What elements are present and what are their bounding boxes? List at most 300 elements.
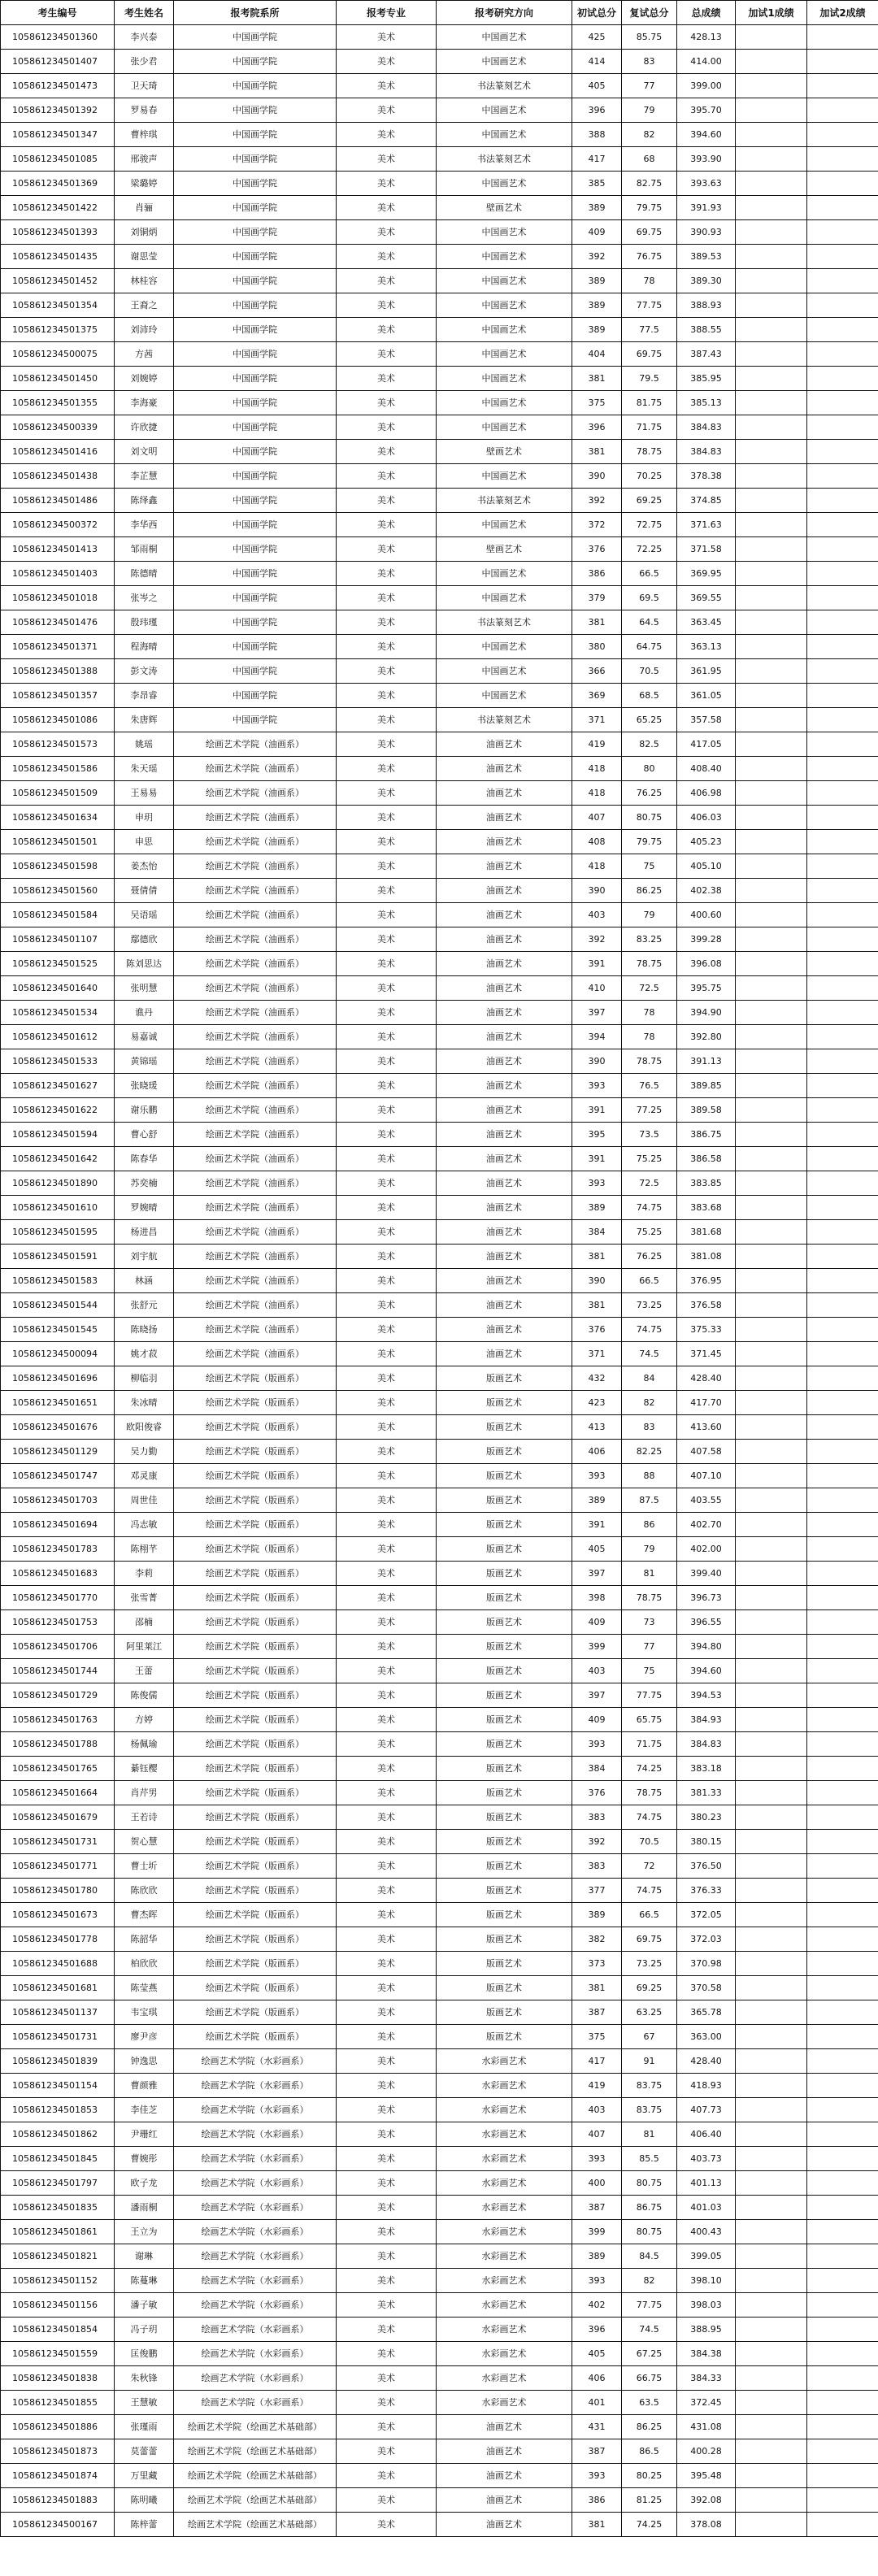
cell-research-direction: 水彩画艺术	[437, 2366, 572, 2391]
table-row	[1, 1659, 878, 1683]
cell-research-direction: 油画艺术	[437, 1074, 572, 1098]
cell-department: 绘画艺术学院（版画系）	[174, 1854, 337, 1879]
cell-candidate-name: 阿里莱江	[115, 1635, 174, 1659]
cell-initial-score: 393	[572, 2464, 622, 2488]
cell-extra-test-2	[807, 1952, 878, 1976]
cell-candidate-id: 105861234501586	[1, 757, 115, 781]
cell-candidate-id: 105861234501747	[1, 1464, 115, 1488]
cell-total-score: 385.95	[677, 367, 736, 391]
cell-initial-score: 389	[572, 293, 622, 318]
cell-department: 中国画学院	[174, 610, 337, 635]
cell-initial-score: 425	[572, 25, 622, 50]
cell-extra-test-1	[736, 1805, 807, 1830]
cell-total-score: 389.30	[677, 269, 736, 293]
table-row	[1, 74, 878, 98]
cell-candidate-name: 万里藏	[115, 2464, 174, 2488]
cell-extra-test-1	[736, 1074, 807, 1098]
cell-retest-score: 85.5	[622, 2147, 677, 2171]
cell-initial-score: 419	[572, 2074, 622, 2098]
cell-candidate-name: 朱秋锋	[115, 2366, 174, 2391]
cell-retest-score: 77.5	[622, 318, 677, 342]
cell-retest-score: 76.5	[622, 1074, 677, 1098]
cell-extra-test-1	[736, 196, 807, 220]
cell-extra-test-2	[807, 854, 878, 879]
cell-extra-test-2	[807, 903, 878, 927]
cell-extra-test-2	[807, 635, 878, 659]
cell-major: 美术	[337, 610, 437, 635]
cell-candidate-name: 曹杰晖	[115, 1903, 174, 1927]
table-row	[1, 610, 878, 635]
cell-total-score: 376.50	[677, 1854, 736, 1879]
cell-major: 美术	[337, 2000, 437, 2025]
cell-retest-score: 74.25	[622, 2513, 677, 2537]
cell-department: 中国画学院	[174, 196, 337, 220]
cell-major: 美术	[337, 903, 437, 927]
cell-research-direction: 书法篆刻艺术	[437, 74, 572, 98]
cell-research-direction: 中国画艺术	[437, 562, 572, 586]
cell-initial-score: 383	[572, 1805, 622, 1830]
cell-total-score: 381.68	[677, 1220, 736, 1245]
cell-extra-test-1	[736, 74, 807, 98]
cell-retest-score: 86.75	[622, 2196, 677, 2220]
cell-initial-score: 390	[572, 464, 622, 489]
cell-retest-score: 77	[622, 1635, 677, 1659]
cell-department: 绘画艺术学院（版画系）	[174, 1952, 337, 1976]
cell-research-direction: 水彩画艺术	[437, 2196, 572, 2220]
cell-total-score: 375.33	[677, 1318, 736, 1342]
cell-initial-score: 373	[572, 1952, 622, 1976]
cell-total-score: 403.73	[677, 2147, 736, 2171]
cell-extra-test-2	[807, 367, 878, 391]
cell-initial-score: 376	[572, 1318, 622, 1342]
cell-candidate-id: 105861234501598	[1, 854, 115, 879]
cell-retest-score: 83	[622, 1415, 677, 1440]
table-row	[1, 2025, 878, 2049]
cell-initial-score: 413	[572, 1415, 622, 1440]
cell-major: 美术	[337, 2366, 437, 2391]
cell-research-direction: 水彩画艺术	[437, 2122, 572, 2147]
cell-initial-score: 390	[572, 1269, 622, 1293]
cell-candidate-id: 105861234501129	[1, 1440, 115, 1464]
cell-major: 美术	[337, 1513, 437, 1537]
header-extra-test-2: 加试2成绩	[807, 1, 878, 25]
cell-total-score: 383.18	[677, 1757, 736, 1781]
cell-research-direction: 油画艺术	[437, 903, 572, 927]
cell-research-direction: 油画艺术	[437, 1171, 572, 1196]
cell-candidate-id: 105861234501501	[1, 830, 115, 854]
cell-department: 中国画学院	[174, 391, 337, 415]
table-row	[1, 1513, 878, 1537]
cell-candidate-id: 105861234501595	[1, 1220, 115, 1245]
cell-candidate-name: 林桂容	[115, 269, 174, 293]
cell-candidate-id: 105861234501450	[1, 367, 115, 391]
cell-initial-score: 389	[572, 2244, 622, 2269]
cell-research-direction: 中国画艺术	[437, 415, 572, 440]
cell-extra-test-2	[807, 2049, 878, 2074]
cell-research-direction: 版画艺术	[437, 1952, 572, 1976]
cell-major: 美术	[337, 1952, 437, 1976]
cell-candidate-id: 105861234501688	[1, 1952, 115, 1976]
cell-department: 中国画学院	[174, 318, 337, 342]
cell-initial-score: 389	[572, 1488, 622, 1513]
cell-major: 美术	[337, 2488, 437, 2513]
cell-candidate-name: 曹士圻	[115, 1854, 174, 1879]
cell-initial-score: 369	[572, 684, 622, 708]
cell-department: 绘画艺术学院（版画系）	[174, 1757, 337, 1781]
cell-extra-test-1	[736, 879, 807, 903]
cell-department: 绘画艺术学院（版画系）	[174, 1903, 337, 1927]
cell-extra-test-1	[736, 1342, 807, 1366]
cell-candidate-id: 105861234501573	[1, 732, 115, 757]
cell-total-score: 385.13	[677, 391, 736, 415]
cell-research-direction: 版画艺术	[437, 1708, 572, 1732]
table-row	[1, 1171, 878, 1196]
cell-retest-score: 65.75	[622, 1708, 677, 1732]
cell-extra-test-1	[736, 2439, 807, 2464]
cell-candidate-name: 欧阳俊睿	[115, 1415, 174, 1440]
cell-research-direction: 壁画艺术	[437, 537, 572, 562]
cell-total-score: 396.55	[677, 1610, 736, 1635]
cell-extra-test-1	[736, 2025, 807, 2049]
cell-retest-score: 82	[622, 2269, 677, 2293]
table-row	[1, 98, 878, 123]
cell-research-direction: 油画艺术	[437, 1293, 572, 1318]
cell-retest-score: 83.75	[622, 2098, 677, 2122]
cell-department: 绘画艺术学院（版画系）	[174, 1879, 337, 1903]
cell-research-direction: 油画艺术	[437, 952, 572, 976]
table-row	[1, 1293, 878, 1318]
cell-initial-score: 407	[572, 806, 622, 830]
cell-retest-score: 74.5	[622, 1342, 677, 1366]
cell-extra-test-1	[736, 854, 807, 879]
cell-extra-test-1	[736, 927, 807, 952]
cell-retest-score: 74.25	[622, 1757, 677, 1781]
cell-major: 美术	[337, 1537, 437, 1562]
cell-extra-test-1	[736, 269, 807, 293]
cell-retest-score: 82	[622, 123, 677, 147]
cell-department: 绘画艺术学院（版画系）	[174, 1732, 337, 1757]
cell-major: 美术	[337, 927, 437, 952]
table-row	[1, 2122, 878, 2147]
cell-major: 美术	[337, 2220, 437, 2244]
table-row	[1, 220, 878, 245]
cell-research-direction: 版画艺术	[437, 1464, 572, 1488]
cell-extra-test-2	[807, 147, 878, 172]
cell-department: 绘画艺术学院（绘画艺术基础部）	[174, 2513, 337, 2537]
cell-department: 绘画艺术学院（版画系）	[174, 1513, 337, 1537]
cell-research-direction: 油画艺术	[437, 854, 572, 879]
cell-total-score: 392.80	[677, 1025, 736, 1049]
cell-candidate-id: 105861234501544	[1, 1293, 115, 1318]
cell-total-score: 402.00	[677, 1537, 736, 1562]
cell-extra-test-1	[736, 2122, 807, 2147]
cell-extra-test-1	[736, 1196, 807, 1220]
table-row	[1, 1805, 878, 1830]
cell-total-score: 384.93	[677, 1708, 736, 1732]
cell-initial-score: 390	[572, 879, 622, 903]
cell-candidate-name: 陈欣欣	[115, 1879, 174, 1903]
cell-candidate-name: 谢琳	[115, 2244, 174, 2269]
cell-extra-test-1	[736, 732, 807, 757]
cell-extra-test-2	[807, 172, 878, 196]
cell-department: 绘画艺术学院（版画系）	[174, 1366, 337, 1391]
cell-extra-test-1	[736, 342, 807, 367]
cell-extra-test-1	[736, 2098, 807, 2122]
cell-major: 美术	[337, 952, 437, 976]
cell-retest-score: 64.75	[622, 635, 677, 659]
cell-retest-score: 78.75	[622, 1781, 677, 1805]
cell-retest-score: 65.25	[622, 708, 677, 732]
cell-extra-test-2	[807, 1830, 878, 1854]
cell-department: 绘画艺术学院（版画系）	[174, 1586, 337, 1610]
cell-initial-score: 393	[572, 1464, 622, 1488]
cell-candidate-id: 105861234501778	[1, 1927, 115, 1952]
cell-candidate-id: 105861234501676	[1, 1415, 115, 1440]
cell-total-score: 418.93	[677, 2074, 736, 2098]
cell-research-direction: 油画艺术	[437, 1001, 572, 1025]
cell-candidate-name: 欧子龙	[115, 2171, 174, 2196]
cell-candidate-id: 105861234500094	[1, 1342, 115, 1366]
cell-total-score: 376.58	[677, 1293, 736, 1318]
cell-retest-score: 82	[622, 1391, 677, 1415]
cell-extra-test-2	[807, 1805, 878, 1830]
cell-major: 美术	[337, 220, 437, 245]
cell-initial-score: 389	[572, 196, 622, 220]
cell-department: 中国画学院	[174, 172, 337, 196]
cell-candidate-name: 陈俊儒	[115, 1683, 174, 1708]
cell-total-score: 428.40	[677, 1366, 736, 1391]
cell-retest-score: 72.25	[622, 537, 677, 562]
table-row	[1, 1269, 878, 1293]
cell-extra-test-2	[807, 50, 878, 74]
cell-department: 绘画艺术学院（油画系）	[174, 1123, 337, 1147]
cell-candidate-id: 105861234501770	[1, 1586, 115, 1610]
cell-extra-test-2	[807, 1318, 878, 1342]
cell-initial-score: 391	[572, 1147, 622, 1171]
cell-initial-score: 372	[572, 513, 622, 537]
cell-extra-test-2	[807, 1586, 878, 1610]
table-row	[1, 1366, 878, 1391]
header-candidate-name: 考生姓名	[115, 1, 174, 25]
cell-candidate-id: 105861234501086	[1, 708, 115, 732]
cell-research-direction: 版画艺术	[437, 1683, 572, 1708]
cell-initial-score: 403	[572, 2098, 622, 2122]
cell-candidate-name: 李华西	[115, 513, 174, 537]
cell-candidate-id: 105861234501679	[1, 1805, 115, 1830]
cell-initial-score: 409	[572, 1610, 622, 1635]
table-row	[1, 1562, 878, 1586]
cell-candidate-id: 105861234501407	[1, 50, 115, 74]
cell-department: 中国画学院	[174, 684, 337, 708]
cell-initial-score: 380	[572, 635, 622, 659]
cell-department: 中国画学院	[174, 98, 337, 123]
cell-extra-test-1	[736, 2196, 807, 2220]
cell-candidate-id: 105861234501640	[1, 976, 115, 1001]
cell-total-score: 391.13	[677, 1049, 736, 1074]
cell-research-direction: 书法篆刻艺术	[437, 610, 572, 635]
table-row	[1, 489, 878, 513]
table-row	[1, 952, 878, 976]
cell-research-direction: 中国画艺术	[437, 318, 572, 342]
cell-department: 绘画艺术学院（版画系）	[174, 1464, 337, 1488]
cell-extra-test-1	[736, 976, 807, 1001]
cell-total-score: 389.53	[677, 245, 736, 269]
cell-extra-test-1	[736, 2244, 807, 2269]
cell-candidate-name: 朱冰晴	[115, 1391, 174, 1415]
table-row	[1, 415, 878, 440]
cell-research-direction: 版画艺术	[437, 1976, 572, 2000]
cell-extra-test-2	[807, 1610, 878, 1635]
cell-initial-score: 383	[572, 1854, 622, 1879]
cell-retest-score: 80.75	[622, 806, 677, 830]
cell-candidate-id: 105861234501788	[1, 1732, 115, 1757]
cell-candidate-name: 黄锦瑶	[115, 1049, 174, 1074]
cell-research-direction: 版画艺术	[437, 1366, 572, 1391]
cell-total-score: 380.15	[677, 1830, 736, 1854]
cell-research-direction: 版画艺术	[437, 1927, 572, 1952]
cell-candidate-id: 105861234501560	[1, 879, 115, 903]
cell-initial-score: 405	[572, 74, 622, 98]
cell-research-direction: 版画艺术	[437, 1879, 572, 1903]
header-retest-score: 复试总分	[622, 1, 677, 25]
cell-department: 绘画艺术学院（油画系）	[174, 879, 337, 903]
cell-major: 美术	[337, 2513, 437, 2537]
cell-retest-score: 72.75	[622, 513, 677, 537]
cell-major: 美术	[337, 1854, 437, 1879]
cell-major: 美术	[337, 2464, 437, 2488]
cell-major: 美术	[337, 854, 437, 879]
cell-extra-test-2	[807, 1245, 878, 1269]
cell-total-score: 407.10	[677, 1464, 736, 1488]
cell-total-score: 394.60	[677, 1659, 736, 1683]
cell-initial-score: 389	[572, 318, 622, 342]
cell-major: 美术	[337, 659, 437, 684]
cell-major: 美术	[337, 1391, 437, 1415]
cell-total-score: 388.93	[677, 293, 736, 318]
cell-research-direction: 版画艺术	[437, 2025, 572, 2049]
cell-total-score: 376.33	[677, 1879, 736, 1903]
cell-major: 美术	[337, 1903, 437, 1927]
cell-candidate-id: 105861234501085	[1, 147, 115, 172]
cell-total-score: 369.55	[677, 586, 736, 610]
cell-retest-score: 74.75	[622, 1879, 677, 1903]
cell-major: 美术	[337, 2244, 437, 2269]
cell-research-direction: 油画艺术	[437, 1342, 572, 1366]
cell-extra-test-1	[736, 1488, 807, 1513]
cell-initial-score: 390	[572, 1049, 622, 1074]
cell-total-score: 372.45	[677, 2391, 736, 2415]
cell-total-score: 384.83	[677, 415, 736, 440]
cell-research-direction: 版画艺术	[437, 1562, 572, 1586]
cell-major: 美术	[337, 1683, 437, 1708]
cell-retest-score: 86.25	[622, 879, 677, 903]
cell-department: 中国画学院	[174, 708, 337, 732]
cell-extra-test-2	[807, 2074, 878, 2098]
cell-extra-test-1	[736, 513, 807, 537]
cell-candidate-id: 105861234501583	[1, 1269, 115, 1293]
cell-candidate-id: 105861234501610	[1, 1196, 115, 1220]
cell-department: 绘画艺术学院（版画系）	[174, 1708, 337, 1732]
cell-extra-test-1	[736, 1927, 807, 1952]
cell-candidate-name: 程海晴	[115, 635, 174, 659]
cell-major: 美术	[337, 635, 437, 659]
cell-department: 绘画艺术学院（绘画艺术基础部）	[174, 2464, 337, 2488]
cell-candidate-name: 李芷慧	[115, 464, 174, 489]
table-row	[1, 2415, 878, 2439]
cell-department: 绘画艺术学院（油画系）	[174, 1098, 337, 1123]
cell-total-score: 388.95	[677, 2318, 736, 2342]
cell-extra-test-1	[736, 1732, 807, 1757]
cell-extra-test-2	[807, 1098, 878, 1123]
cell-extra-test-2	[807, 684, 878, 708]
cell-candidate-name: 陈梓蕾	[115, 2513, 174, 2537]
cell-extra-test-2	[807, 98, 878, 123]
table-body	[1, 25, 878, 2537]
cell-major: 美术	[337, 1147, 437, 1171]
cell-initial-score: 396	[572, 2318, 622, 2342]
cell-retest-score: 63.25	[622, 2000, 677, 2025]
cell-extra-test-2	[807, 245, 878, 269]
cell-research-direction: 版画艺术	[437, 1732, 572, 1757]
cell-candidate-id: 105861234501509	[1, 781, 115, 806]
cell-major: 美术	[337, 147, 437, 172]
cell-research-direction: 油画艺术	[437, 2488, 572, 2513]
cell-extra-test-2	[807, 2513, 878, 2537]
cell-department: 绘画艺术学院（水彩画系）	[174, 2391, 337, 2415]
cell-department: 中国画学院	[174, 586, 337, 610]
cell-research-direction: 油画艺术	[437, 1220, 572, 1245]
cell-major: 美术	[337, 342, 437, 367]
cell-initial-score: 388	[572, 123, 622, 147]
cell-candidate-id: 105861234501473	[1, 74, 115, 98]
cell-initial-score: 391	[572, 952, 622, 976]
cell-research-direction: 中国画艺术	[437, 464, 572, 489]
table-row	[1, 1049, 878, 1074]
cell-candidate-id: 105861234501375	[1, 318, 115, 342]
table-row	[1, 1147, 878, 1171]
table-row	[1, 2244, 878, 2269]
cell-major: 美术	[337, 1635, 437, 1659]
cell-department: 绘画艺术学院（水彩画系）	[174, 2074, 337, 2098]
cell-extra-test-1	[736, 1635, 807, 1659]
cell-candidate-id: 105861234501706	[1, 1635, 115, 1659]
cell-department: 中国画学院	[174, 562, 337, 586]
cell-retest-score: 82.25	[622, 1440, 677, 1464]
cell-candidate-name: 陈莹燕	[115, 1976, 174, 2000]
cell-extra-test-1	[736, 903, 807, 927]
cell-research-direction: 中国画艺术	[437, 513, 572, 537]
cell-department: 中国画学院	[174, 50, 337, 74]
cell-extra-test-1	[736, 147, 807, 172]
cell-candidate-name: 杨佩瑜	[115, 1732, 174, 1757]
cell-retest-score: 79	[622, 1537, 677, 1562]
cell-initial-score: 418	[572, 854, 622, 879]
cell-department: 绘画艺术学院（油画系）	[174, 854, 337, 879]
cell-major: 美术	[337, 562, 437, 586]
cell-department: 绘画艺术学院（版画系）	[174, 2000, 337, 2025]
cell-research-direction: 油画艺术	[437, 976, 572, 1001]
table-row	[1, 1025, 878, 1049]
table-row	[1, 1635, 878, 1659]
cell-extra-test-2	[807, 2220, 878, 2244]
cell-major: 美术	[337, 293, 437, 318]
cell-total-score: 386.75	[677, 1123, 736, 1147]
cell-total-score: 378.38	[677, 464, 736, 489]
cell-candidate-id: 105861234501642	[1, 1147, 115, 1171]
cell-research-direction: 中国画艺术	[437, 123, 572, 147]
cell-major: 美术	[337, 25, 437, 50]
cell-initial-score: 405	[572, 2342, 622, 2366]
